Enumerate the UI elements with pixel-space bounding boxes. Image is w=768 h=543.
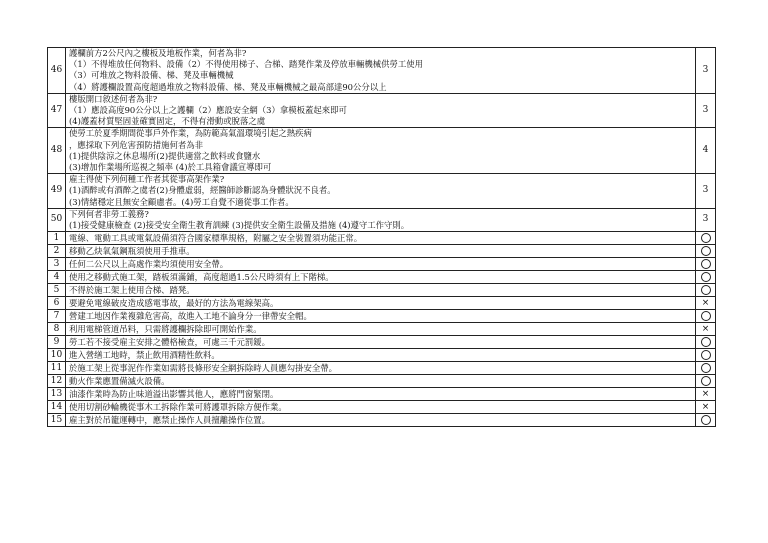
question-line: ，應採取下列危害預防措施何者為非 <box>69 139 203 150</box>
answer-cell <box>696 375 716 388</box>
question-line: (3)增加作業場所巡視之頻率 (4)於工具箱會議宣導即可 <box>69 162 272 173</box>
circle-mark-icon <box>701 376 711 386</box>
answer-cell <box>696 349 716 362</box>
circle-mark-icon <box>701 246 711 256</box>
question-line: 進入營缮工地時，禁止飲用酒精性飲料。 <box>69 349 220 360</box>
tf-question-row <box>48 375 716 388</box>
question-text <box>66 388 696 401</box>
tf-question-row <box>48 401 716 414</box>
answer-cell <box>696 362 716 375</box>
answer-cell: 3 <box>696 93 716 128</box>
tf-question-row <box>48 297 716 310</box>
circle-mark-icon <box>701 350 711 360</box>
multiple-choice-section <box>48 48 716 232</box>
question-text <box>66 375 696 388</box>
question-line: 不得於施工架上使用合梯、踏凳。 <box>69 284 195 295</box>
tf-question-row <box>48 310 716 323</box>
question-text <box>66 258 696 271</box>
question-number: 3 <box>48 258 66 271</box>
question-line: (1)接受健康檢查 (2)接受安全衛生教育訓練 (3)提供安全衛生設備及措施 (4)遵守工作守則。 <box>69 220 410 231</box>
question-line: 雇主得使下列何種工作者其從事高架作業? <box>69 174 225 185</box>
question-line: 動火作業應置備滅火設備。 <box>69 375 170 386</box>
question-number: 12 <box>48 375 66 388</box>
mc-question-row <box>48 208 716 231</box>
question-text <box>66 93 696 128</box>
answer-cell: 3 <box>696 174 716 209</box>
answer-cell <box>696 401 716 414</box>
question-text <box>66 208 696 231</box>
tf-question-row <box>48 388 716 401</box>
tf-question-row <box>48 362 716 375</box>
question-number: 10 <box>48 349 66 362</box>
question-text <box>66 401 696 414</box>
question-line: （1）應設高度90公分以上之護欄（2）應設安全網（3）拿模板蓋起來即可 <box>69 105 347 116</box>
circle-mark-icon <box>701 285 711 295</box>
tf-question-row <box>48 349 716 362</box>
question-line: (4)護蓋材質堅固並確實固定，不得有滑動或脫落之虞 <box>69 116 266 127</box>
answer-cell <box>696 297 716 310</box>
tf-question-row <box>48 336 716 349</box>
question-number: 14 <box>48 401 66 414</box>
question-number: 9 <box>48 336 66 349</box>
question-line: （4）將護欄設置高度超過堆放之物料設備、梯、凳及車輛機械之最高部達90公分以上 <box>69 81 387 92</box>
question-line: 勞工若不接受雇主安排之體格檢查，可處三千元罰鍰。 <box>69 336 270 347</box>
question-line: 雇主對於吊籠運轉中，應禁止操作人員擅離操作位置。 <box>69 414 270 425</box>
question-text <box>66 284 696 297</box>
question-text <box>66 232 696 245</box>
mc-question-row <box>48 93 716 128</box>
tf-question-row <box>48 245 716 258</box>
answer-cell <box>696 245 716 258</box>
mc-question-row <box>48 174 716 209</box>
circle-mark-icon <box>701 311 711 321</box>
answer-cell: 3 <box>696 208 716 231</box>
tf-question-row <box>48 323 716 336</box>
question-number: 7 <box>48 310 66 323</box>
question-number: 11 <box>48 362 66 375</box>
question-text <box>66 362 696 375</box>
question-line: 於施工架上從事泥作作業如需將長條形安全網拆除時人員應勾掛安全帶。 <box>69 362 337 373</box>
question-number: 6 <box>48 297 66 310</box>
question-number: 46 <box>48 48 66 94</box>
question-line: 使用之移動式施工架，踏板須滿鋪，高度超過1.5公尺時須有上下階梯。 <box>69 271 334 282</box>
circle-mark-icon <box>701 363 711 373</box>
question-number: 8 <box>48 323 66 336</box>
question-text <box>66 174 696 209</box>
question-line: （3）可堆放之物料設備、梯、凳及車輛機械 <box>69 70 234 81</box>
cross-mark-icon: × <box>701 388 710 399</box>
tf-question-row <box>48 414 716 427</box>
answer-cell <box>696 310 716 323</box>
question-line: 使用切割砂輪機從事木工拆除作業可將護罩拆除方便作業。 <box>69 401 287 412</box>
tf-question-row <box>48 258 716 271</box>
circle-mark-icon <box>701 259 711 269</box>
true-false-section <box>48 232 716 427</box>
tf-question-row <box>48 232 716 245</box>
answer-cell <box>696 232 716 245</box>
answer-cell <box>696 258 716 271</box>
question-line: (3)情緒穩定且無安全顧慮者。(4)勞工自覺不適從事工作者。 <box>69 196 294 207</box>
circle-mark-icon <box>701 272 711 282</box>
mc-question-row <box>48 48 716 94</box>
answer-cell <box>696 336 716 349</box>
circle-mark-icon <box>701 415 711 425</box>
question-text <box>66 336 696 349</box>
question-text <box>66 323 696 336</box>
cross-mark-icon: × <box>701 297 710 308</box>
question-line: 任何二公尺以上高處作業均須使用安全帶。 <box>69 258 229 269</box>
mc-question-row <box>48 128 716 174</box>
question-text <box>66 245 696 258</box>
answer-cell: 3 <box>696 48 716 94</box>
question-number: 5 <box>48 284 66 297</box>
question-line: 利用電梯管道吊料，只需將護欄拆除即可開始作業。 <box>69 323 262 334</box>
answer-cell <box>696 284 716 297</box>
question-line: 營建工地因作業複雜危害高，故進入工地不論身分一律帶安全帽。 <box>69 310 312 321</box>
tf-question-row <box>48 284 716 297</box>
circle-mark-icon <box>701 233 711 243</box>
question-number: 49 <box>48 174 66 209</box>
question-table <box>47 47 716 427</box>
question-text <box>66 48 696 94</box>
question-line: （1）不得堆放任何物料、設備（2）不得使用梯子、合梯、踏凳作業及停放車輛機械供勞工使用 <box>69 59 424 70</box>
tf-question-row <box>48 271 716 284</box>
question-line: 樓版開口敘述何者為非? <box>69 93 158 104</box>
question-text <box>66 128 696 174</box>
question-text <box>66 349 696 362</box>
question-number: 1 <box>48 232 66 245</box>
question-text <box>66 414 696 427</box>
question-number: 15 <box>48 414 66 427</box>
question-line: (1)酒醉或有酒醉之虞者(2)身體虛弱，經醫師診斷認為身體狀況不良者。 <box>69 185 336 196</box>
cross-mark-icon: × <box>701 401 710 412</box>
question-line: (1)提供陰涼之休息場所(2)提供適當之飲料或食鹽水 <box>69 150 261 161</box>
question-line: 使勞工於夏季期間從事戶外作業，為防範高氣溫環境引起之熱疾病 <box>69 128 312 139</box>
question-text <box>66 310 696 323</box>
question-number: 50 <box>48 208 66 231</box>
question-number: 2 <box>48 245 66 258</box>
cross-mark-icon: × <box>701 323 710 334</box>
question-line: 護欄前方2公尺內之樓板及地板作業，何者為非? <box>69 48 247 58</box>
question-line: 電線、電動工具或電氣設備須符合國家標準規格，附屬之安全裝置須功能正常。 <box>69 232 363 243</box>
answer-cell <box>696 323 716 336</box>
question-line: 下列何者非勞工義務? <box>69 208 149 219</box>
question-number: 4 <box>48 271 66 284</box>
question-number: 47 <box>48 93 66 128</box>
question-text <box>66 271 696 284</box>
question-line: 要避免電線破皮造成感電事故，最好的方法為電線架高。 <box>69 297 279 308</box>
question-line: 移動乙炔氧氣鋼瓶須使用手推車。 <box>69 245 195 256</box>
answer-cell <box>696 414 716 427</box>
question-text <box>66 297 696 310</box>
question-number: 13 <box>48 388 66 401</box>
answer-cell: 4 <box>696 128 716 174</box>
answer-cell <box>696 388 716 401</box>
answer-cell <box>696 271 716 284</box>
question-number: 48 <box>48 128 66 174</box>
question-line: 油漆作業時為防止味道溢出影響其他人，應將門窗緊閉。 <box>69 388 279 399</box>
circle-mark-icon <box>701 337 711 347</box>
